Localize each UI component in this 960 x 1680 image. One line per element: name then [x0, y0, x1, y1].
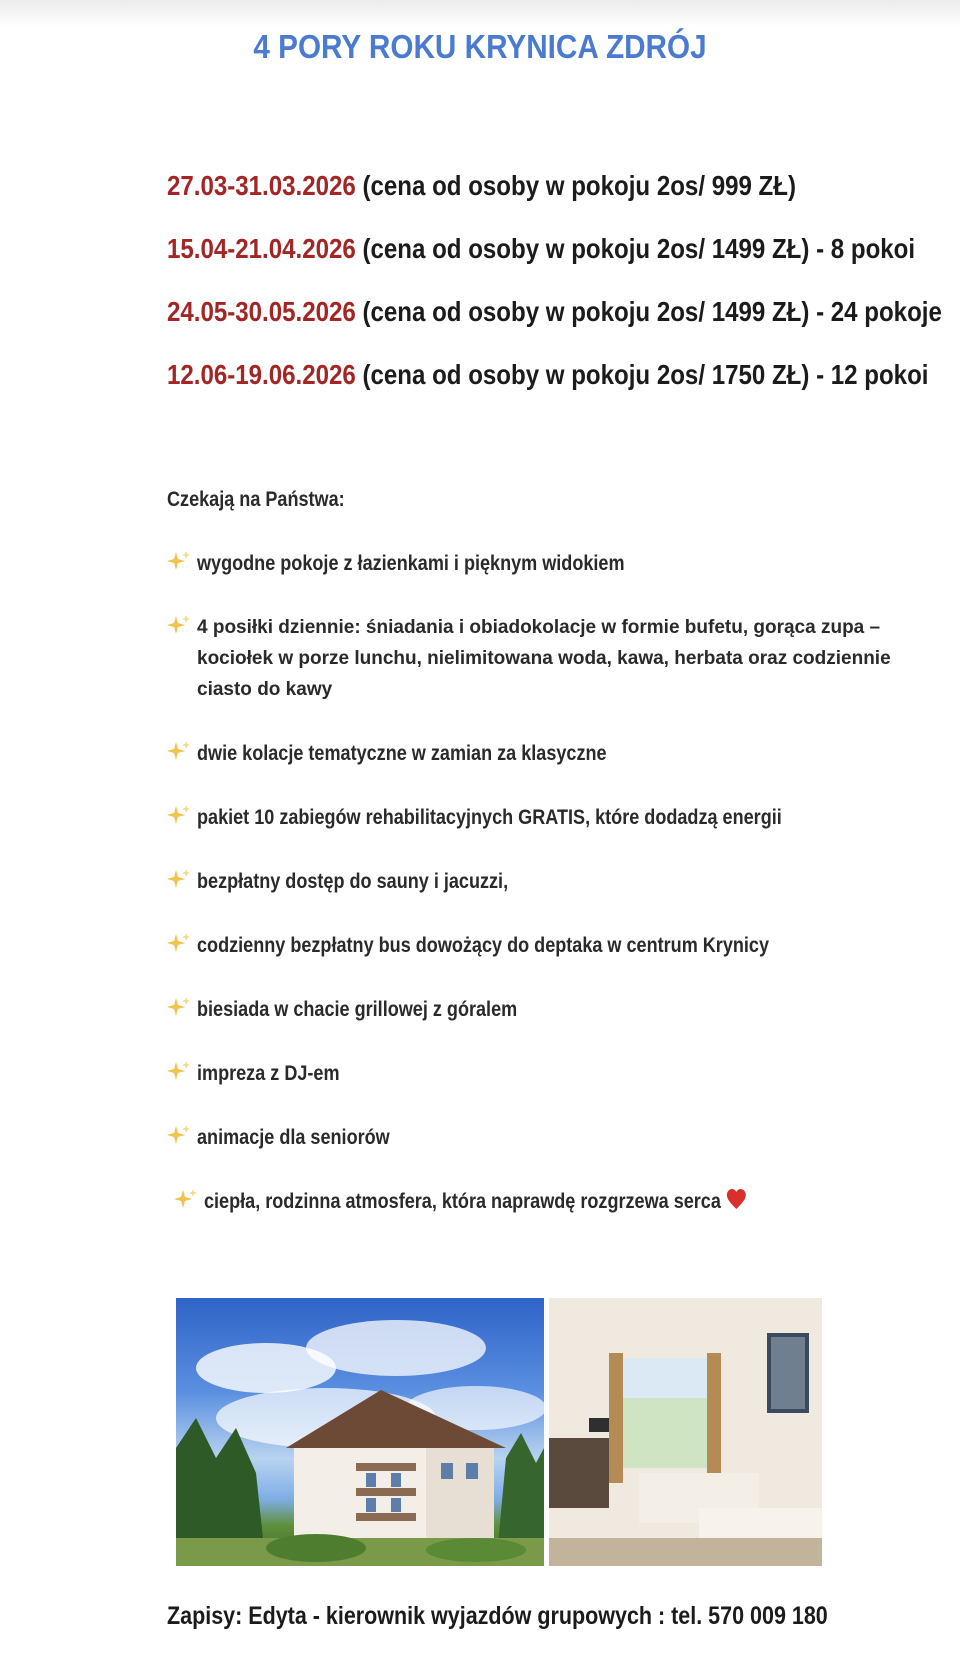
page-title: 4 PORY ROKU KRYNICA ZDRÓJ	[253, 28, 707, 65]
amenity-text: codzienny bezpłatny bus dowożący do deptaka w centrum Krynicy	[197, 934, 770, 957]
sparkles-icon	[167, 932, 191, 956]
offer-date: 24.05-30.05.2026	[167, 296, 356, 327]
amenity-item	[167, 930, 862, 961]
sparkles-icon	[167, 996, 191, 1020]
amenity-text: wygodne pokoje z łazienkami i pięknym widokiem	[197, 552, 625, 575]
amenity-item	[167, 612, 907, 705]
top-strip	[0, 0, 960, 28]
amenity-text: impreza z DJ-em	[197, 1062, 340, 1085]
sparkles-icon	[167, 614, 191, 638]
offer-details: (cena od osoby w pokoju 2os/ 999 ZŁ)	[355, 170, 797, 201]
offer-date: 15.04-21.04.2026	[167, 233, 356, 264]
amenity-text: pakiet 10 zabiegów rehabilitacyjnych GRATIS, które dodadzą energii	[197, 806, 782, 829]
offer-list	[167, 170, 957, 422]
sparkles-icon	[167, 1060, 191, 1084]
offer-details: (cena od osoby w pokoju 2os/ 1499 ZŁ) - 8 pokoi	[355, 233, 916, 264]
amenity-text: animacje dla seniorów	[197, 1126, 390, 1149]
hotel-room-photo	[549, 1298, 822, 1566]
amenity-text: dwie kolacje tematyczne w zamian za klasyczne	[197, 742, 607, 765]
amenities-intro: Czekają na Państwa:	[167, 488, 345, 511]
amenity-item	[167, 994, 569, 1025]
sparkles-icon	[167, 1124, 191, 1148]
amenity-item	[167, 738, 673, 769]
amenity-item	[167, 548, 694, 579]
offer-row	[167, 233, 916, 296]
offer-row	[167, 170, 846, 233]
amenity-item	[167, 802, 877, 833]
offer-row	[167, 359, 929, 422]
amenity-item	[174, 1186, 835, 1217]
offer-row	[167, 296, 942, 359]
offer-date: 27.03-31.03.2026	[167, 170, 356, 201]
offer-details: (cena od osoby w pokoju 2os/ 1750 ZŁ) - 12 pokoi	[355, 359, 929, 390]
hotel-exterior-photo	[176, 1298, 544, 1566]
sparkles-icon	[167, 804, 191, 828]
hotel-exterior-illustration	[176, 1298, 544, 1566]
hotel-room-illustration	[549, 1298, 822, 1566]
amenity-text: ciepła, rodzinna atmosfera, która naprawdę rozgrzewa serca	[204, 1186, 747, 1217]
amenity-text: 4 posiłki dziennie: śniadania i obiadokolacje w formie bufetu, gorąca zupa – kociołek w porze lunchu, nielimitowana woda, kawa, herbata oraz codziennie ciasto do kawy	[197, 617, 891, 700]
sparkles-icon	[167, 550, 191, 574]
red-heart-icon	[726, 1188, 747, 1212]
amenity-item	[167, 866, 559, 897]
amenity-item	[167, 1122, 421, 1153]
amenity-text: biesiada w chacie grillowej z góralem	[197, 998, 518, 1021]
sparkles-icon	[174, 1188, 198, 1212]
amenity-text: bezpłatny dostęp do sauny i jacuzzi,	[197, 870, 509, 893]
sparkles-icon	[167, 740, 191, 764]
amenity-item	[167, 1058, 363, 1089]
offer-details: (cena od osoby w pokoju 2os/ 1499 ZŁ) - 24 pokoje	[355, 296, 942, 327]
contact-footer: Zapisy: Edyta - kierownik wyjazdów grupowych : tel. 570 009 180	[167, 1602, 828, 1630]
offer-date: 12.06-19.06.2026	[167, 359, 356, 390]
sparkles-icon	[167, 868, 191, 892]
